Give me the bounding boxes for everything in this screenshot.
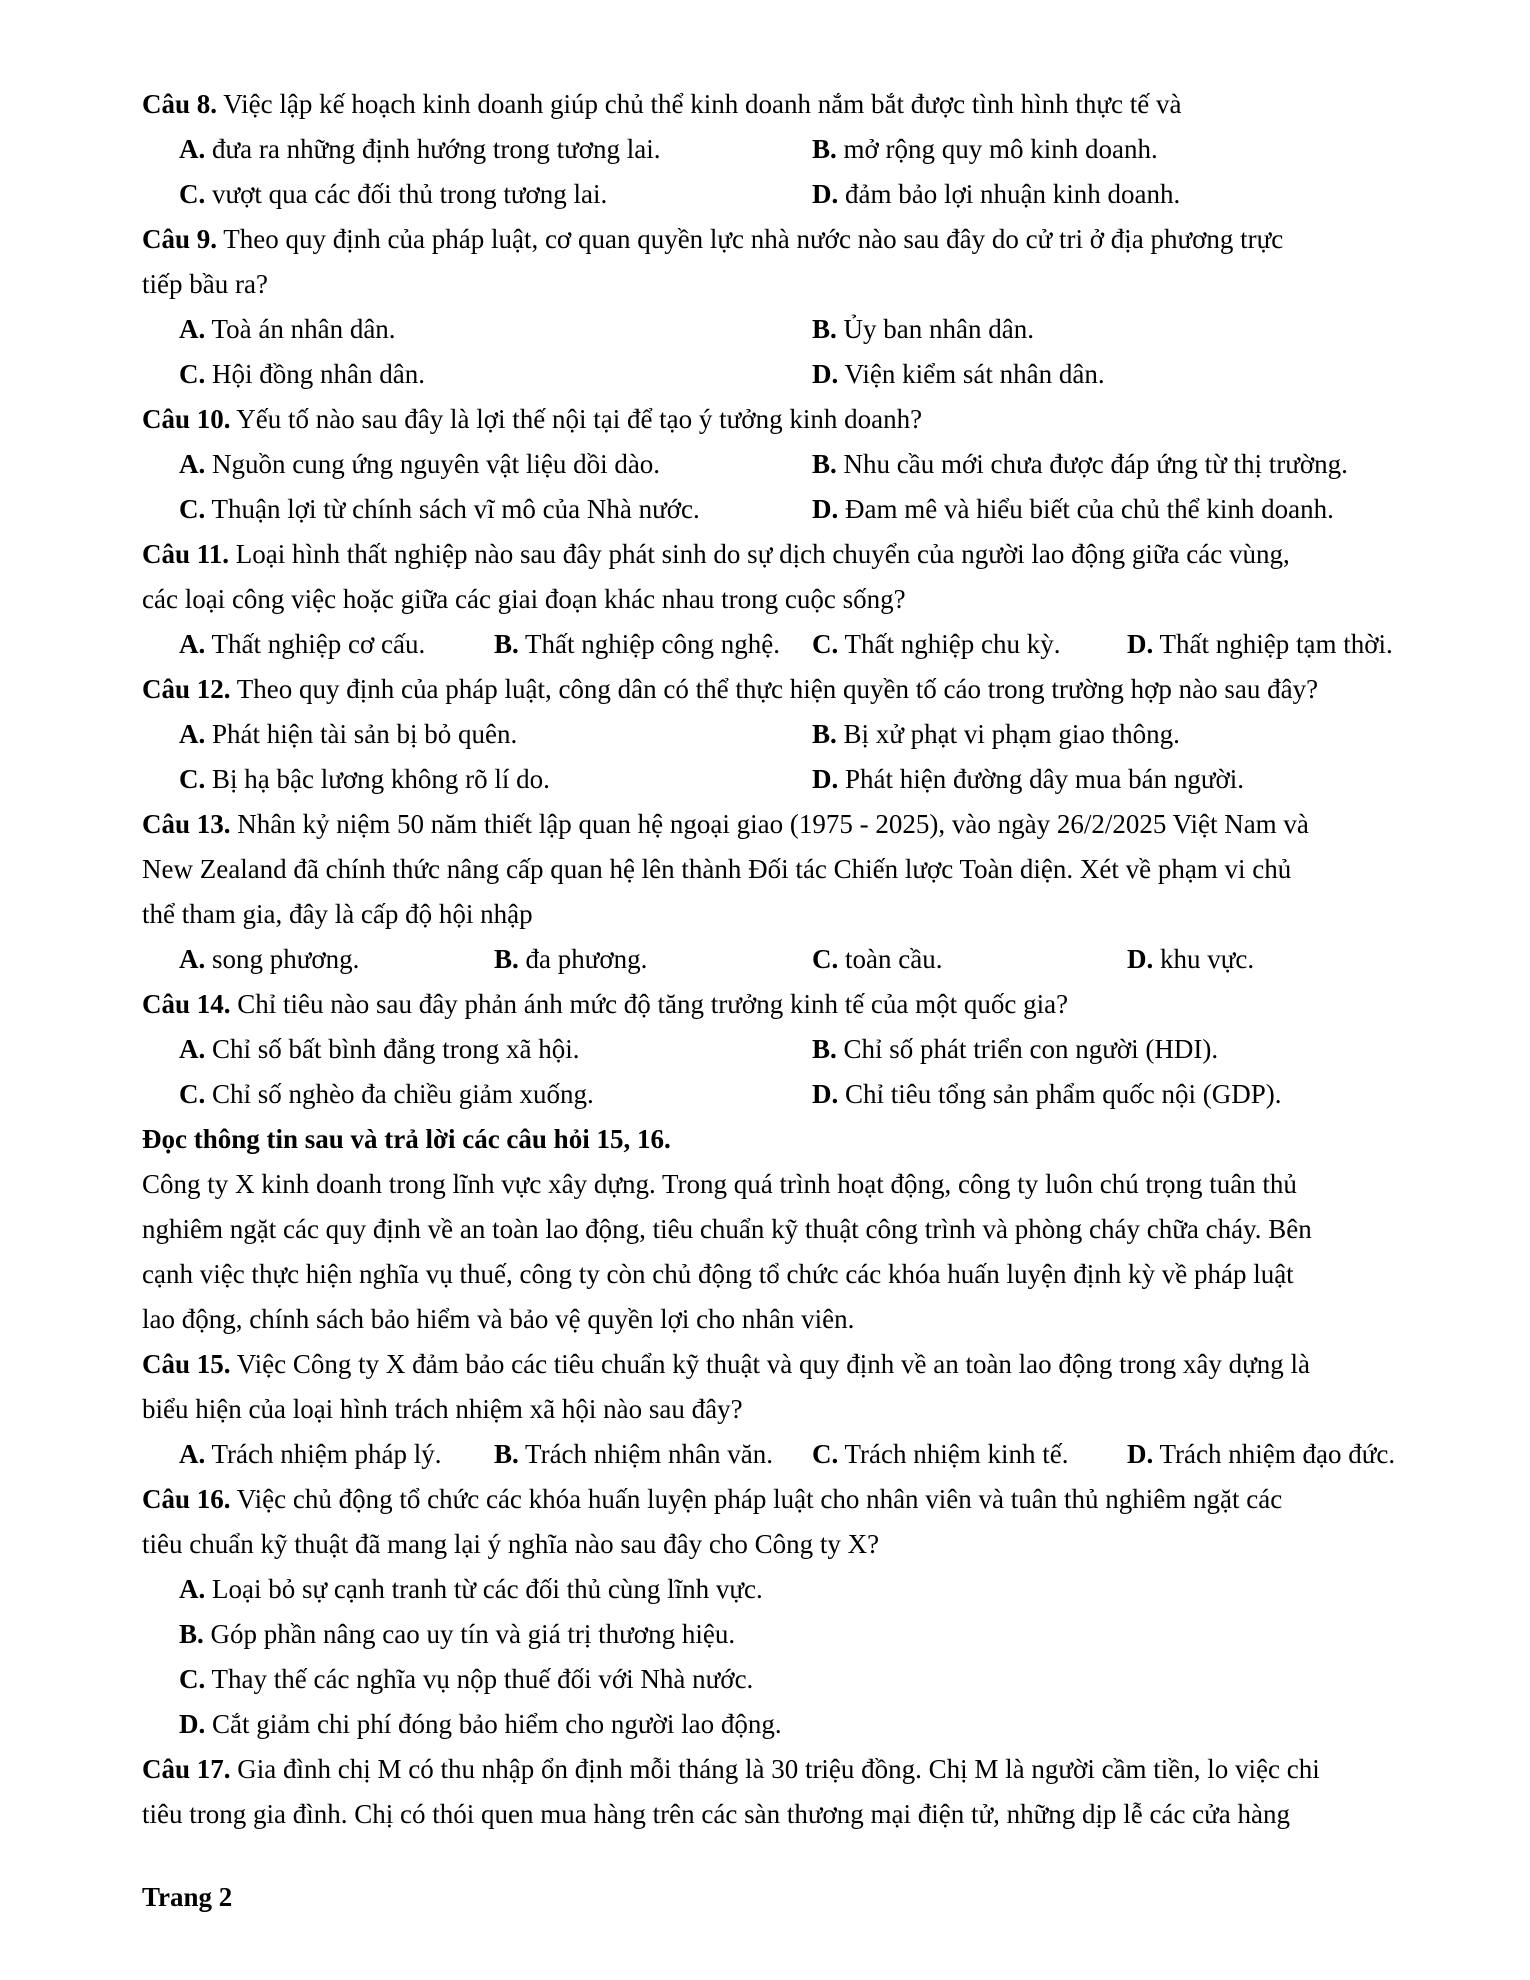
option-c: C. toàn cầu. bbox=[812, 944, 943, 974]
option-c: C. Thất nghiệp chu kỳ. bbox=[812, 629, 1061, 659]
question-11-options bbox=[142, 622, 1452, 667]
option-c: C. Trách nhiệm kinh tế. bbox=[812, 1439, 1069, 1469]
question-12-options-row1 bbox=[142, 712, 1452, 757]
question-15-cont: biểu hiện của loại hình trách nhiệm xã hội nào sau đây? bbox=[142, 1394, 743, 1424]
question-13: Câu 13. Nhân kỷ niệm 50 năm thiết lập quan hệ ngoại giao (1975 - 2025), vào ngày 26/2/2025 Việt Nam và bbox=[142, 809, 1309, 839]
option-b: B. Bị xử phạt vi phạm giao thông. bbox=[812, 719, 1180, 749]
question-11: Câu 11. Loại hình thất nghiệp nào sau đây phát sinh do sự dịch chuyển của người lao động giữa các vùng, bbox=[142, 539, 1290, 569]
option-d: D. Thất nghiệp tạm thời. bbox=[1127, 629, 1393, 659]
option-b: B. Trách nhiệm nhân văn. bbox=[494, 1439, 773, 1469]
option-a: A. đưa ra những định hướng trong tương lai. bbox=[179, 134, 661, 164]
option-d: D. Trách nhiệm đạo đức. bbox=[1127, 1439, 1396, 1469]
question-13-cont: New Zealand đã chính thức nâng cấp quan hệ lên thành Đối tác Chiến lược Toàn diện. Xét về phạm vi chủ bbox=[142, 854, 1292, 884]
question-9: Câu 9. Theo quy định của pháp luật, cơ quan quyền lực nhà nước nào sau đây do cử tri ở địa phương trực bbox=[142, 224, 1284, 254]
option-c: C. vượt qua các đối thủ trong tương lai. bbox=[179, 179, 608, 209]
option-a: A. Loại bỏ sự cạnh tranh từ các đối thủ cùng lĩnh vực. bbox=[179, 1574, 763, 1604]
option-d: D. khu vực. bbox=[1127, 944, 1255, 974]
option-d: D. Viện kiểm sát nhân dân. bbox=[812, 359, 1105, 389]
option-a: A. Chỉ số bất bình đẳng trong xã hội. bbox=[179, 1034, 580, 1064]
question-14: Câu 14. Chỉ tiêu nào sau đây phản ánh mức độ tăng trưởng kinh tế của một quốc gia? bbox=[142, 989, 1069, 1019]
passage-heading: Đọc thông tin sau và trả lời các câu hỏi 15, 16. bbox=[142, 1124, 671, 1154]
passage-line: cạnh việc thực hiện nghĩa vụ thuế, công ty còn chủ động tổ chức các khóa huấn luyện định kỳ về pháp luật bbox=[142, 1259, 1294, 1289]
option-b: B. Ủy ban nhân dân. bbox=[812, 314, 1034, 344]
question-8: Câu 8. Việc lập kế hoạch kinh doanh giúp chủ thể kinh doanh nắm bắt được tình hình thực tế và bbox=[142, 89, 1182, 119]
question-14-options-row1 bbox=[142, 1027, 1452, 1072]
question-9-cont: tiếp bầu ra? bbox=[142, 269, 268, 299]
passage-line: nghiêm ngặt các quy định về an toàn lao động, tiêu chuẩn kỹ thuật công trình và phòng cháy chữa cháy. Bên bbox=[142, 1214, 1312, 1244]
question-12-options-row2 bbox=[142, 757, 1452, 802]
question-10-options-row1 bbox=[142, 442, 1452, 487]
option-b: B. Chỉ số phát triển con người (HDI). bbox=[812, 1034, 1219, 1064]
question-17-cont: tiêu trong gia đình. Chị có thói quen mua hàng trên các sàn thương mại điện tử, những dịp lễ các cửa hàng bbox=[142, 1799, 1291, 1829]
option-c: C. Bị hạ bậc lương không rõ lí do. bbox=[179, 764, 550, 794]
question-16: Câu 16. Việc chủ động tổ chức các khóa huấn luyện pháp luật cho nhân viên và tuân thủ nghiêm ngặt các bbox=[142, 1484, 1283, 1514]
option-d: D. Đam mê và hiểu biết của chủ thể kinh doanh. bbox=[812, 494, 1334, 524]
question-10: Câu 10. Yếu tố nào sau đây là lợi thế nội tại để tạo ý tưởng kinh doanh? bbox=[142, 404, 923, 434]
question-11-cont: các loại công việc hoặc giữa các giai đoạn khác nhau trong cuộc sống? bbox=[142, 584, 906, 614]
option-d: D. Cắt giảm chi phí đóng bảo hiểm cho người lao động. bbox=[179, 1709, 782, 1739]
option-a: A. Thất nghiệp cơ cấu. bbox=[179, 629, 426, 659]
question-8-options-row1 bbox=[142, 127, 1452, 172]
passage-line: lao động, chính sách bảo hiểm và bảo vệ quyền lợi cho nhân viên. bbox=[142, 1304, 855, 1334]
question-12: Câu 12. Theo quy định của pháp luật, công dân có thể thực hiện quyền tố cáo trong trường hợp nào sau đây? bbox=[142, 674, 1319, 704]
question-15-options bbox=[142, 1432, 1452, 1477]
option-b: B. Nhu cầu mới chưa được đáp ứng từ thị trường. bbox=[812, 449, 1348, 479]
option-a: A. Phát hiện tài sản bị bỏ quên. bbox=[179, 719, 518, 749]
question-15: Câu 15. Việc Công ty X đảm bảo các tiêu chuẩn kỹ thuật và quy định về an toàn lao động trong xây dựng là bbox=[142, 1349, 1311, 1379]
question-8-options-row2 bbox=[142, 172, 1452, 217]
option-d: D. Chỉ tiêu tổng sản phẩm quốc nội (GDP). bbox=[812, 1079, 1282, 1109]
option-c: C. Hội đồng nhân dân. bbox=[179, 359, 425, 389]
option-d: D. đảm bảo lợi nhuận kinh doanh. bbox=[812, 179, 1181, 209]
exam-page bbox=[142, 82, 1452, 1837]
passage-line: Công ty X kinh doanh trong lĩnh vực xây dựng. Trong quá trình hoạt động, công ty luôn chú trọng tuân thủ bbox=[142, 1169, 1297, 1199]
question-17: Câu 17. Gia đình chị M có thu nhập ổn định mỗi tháng là 30 triệu đồng. Chị M là người cầm tiền, lo việc chi bbox=[142, 1754, 1320, 1784]
question-16-cont: tiêu chuẩn kỹ thuật đã mang lại ý nghĩa nào sau đây cho Công ty X? bbox=[142, 1529, 880, 1559]
question-10-options-row2 bbox=[142, 487, 1452, 532]
option-c: C. Thay thế các nghĩa vụ nộp thuế đối với Nhà nước. bbox=[179, 1664, 754, 1694]
option-a: A. Toà án nhân dân. bbox=[179, 314, 396, 344]
option-a: A. Nguồn cung ứng nguyên vật liệu dồi dào. bbox=[179, 449, 661, 479]
option-b: B. mở rộng quy mô kinh doanh. bbox=[812, 134, 1158, 164]
question-13-cont2: thể tham gia, đây là cấp độ hội nhập bbox=[142, 899, 533, 929]
question-14-options-row2 bbox=[142, 1072, 1452, 1117]
option-c: C. Chỉ số nghèo đa chiều giảm xuống. bbox=[179, 1079, 594, 1109]
option-a: A. song phương. bbox=[179, 944, 360, 974]
option-b: B. đa phương. bbox=[494, 944, 648, 974]
option-a: A. Trách nhiệm pháp lý. bbox=[179, 1439, 442, 1469]
option-c: C. Thuận lợi từ chính sách vĩ mô của Nhà nước. bbox=[179, 494, 700, 524]
option-d: D. Phát hiện đường dây mua bán người. bbox=[812, 764, 1245, 794]
question-13-options bbox=[142, 937, 1452, 982]
option-b: B. Thất nghiệp công nghệ. bbox=[494, 629, 780, 659]
question-9-options-row1 bbox=[142, 307, 1452, 352]
question-9-options-row2 bbox=[142, 352, 1452, 397]
page-number: Trang 2 bbox=[142, 1882, 233, 1912]
option-b: B. Góp phần nâng cao uy tín và giá trị thương hiệu. bbox=[179, 1619, 736, 1649]
